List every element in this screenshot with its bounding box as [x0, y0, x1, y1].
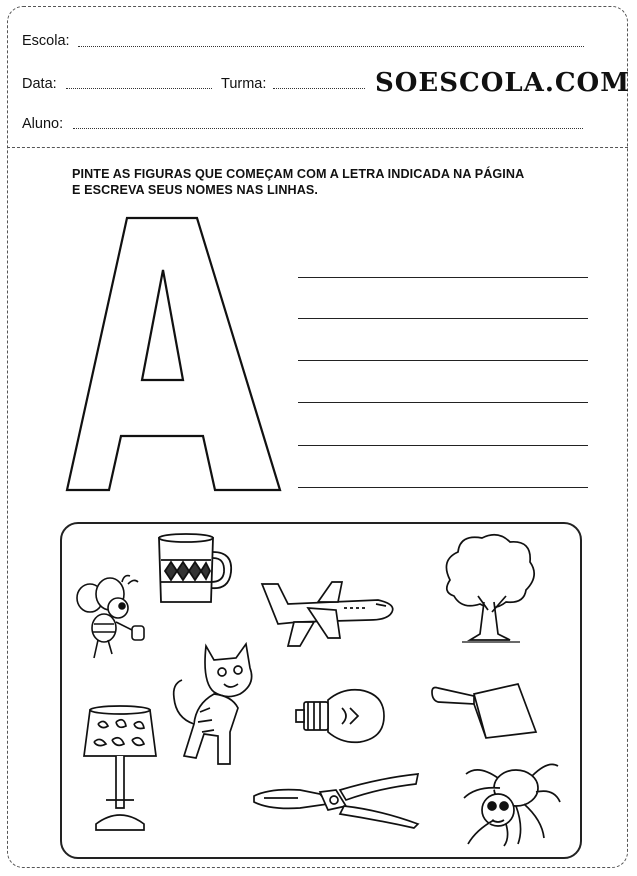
- spider-icon[interactable]: [458, 758, 562, 848]
- answer-line-5[interactable]: [298, 445, 588, 446]
- bee-icon[interactable]: [72, 572, 152, 672]
- class-field[interactable]: [273, 88, 365, 89]
- airplane-icon[interactable]: [258, 578, 398, 658]
- answer-line-4[interactable]: [298, 402, 588, 403]
- letter-a-outline: [55, 210, 295, 495]
- answer-line-3[interactable]: [298, 360, 588, 361]
- student-field[interactable]: [73, 128, 583, 129]
- cat-icon[interactable]: [166, 638, 266, 774]
- answer-line-6[interactable]: [298, 487, 588, 488]
- light-bulb-icon[interactable]: [292, 686, 388, 746]
- header-divider: [7, 147, 628, 148]
- mug-icon[interactable]: [155, 530, 237, 610]
- instructions: [72, 166, 602, 198]
- student-label: Aluno:: [22, 116, 64, 132]
- instruction-line-2: E ESCREVA SEUS NOMES NAS LINHAS.: [72, 183, 319, 197]
- instruction-line-1: PINTE AS FIGURAS QUE COMEÇAM COM A LETRA INDICADA NA PÁGINA: [72, 167, 525, 181]
- school-field[interactable]: [78, 46, 584, 47]
- dustpan-icon[interactable]: [428, 682, 540, 742]
- tree-icon[interactable]: [440, 530, 540, 652]
- pliers-icon[interactable]: [250, 770, 422, 830]
- answer-line-1[interactable]: [298, 277, 588, 278]
- brand-logo: SOESCOLA.COM: [375, 68, 630, 98]
- answer-line-2[interactable]: [298, 318, 588, 319]
- class-label: Turma:: [221, 76, 267, 92]
- date-label: Data:: [22, 76, 57, 92]
- school-label: Escola:: [22, 33, 70, 49]
- date-field[interactable]: [66, 88, 212, 89]
- lamp-icon[interactable]: [80, 700, 160, 838]
